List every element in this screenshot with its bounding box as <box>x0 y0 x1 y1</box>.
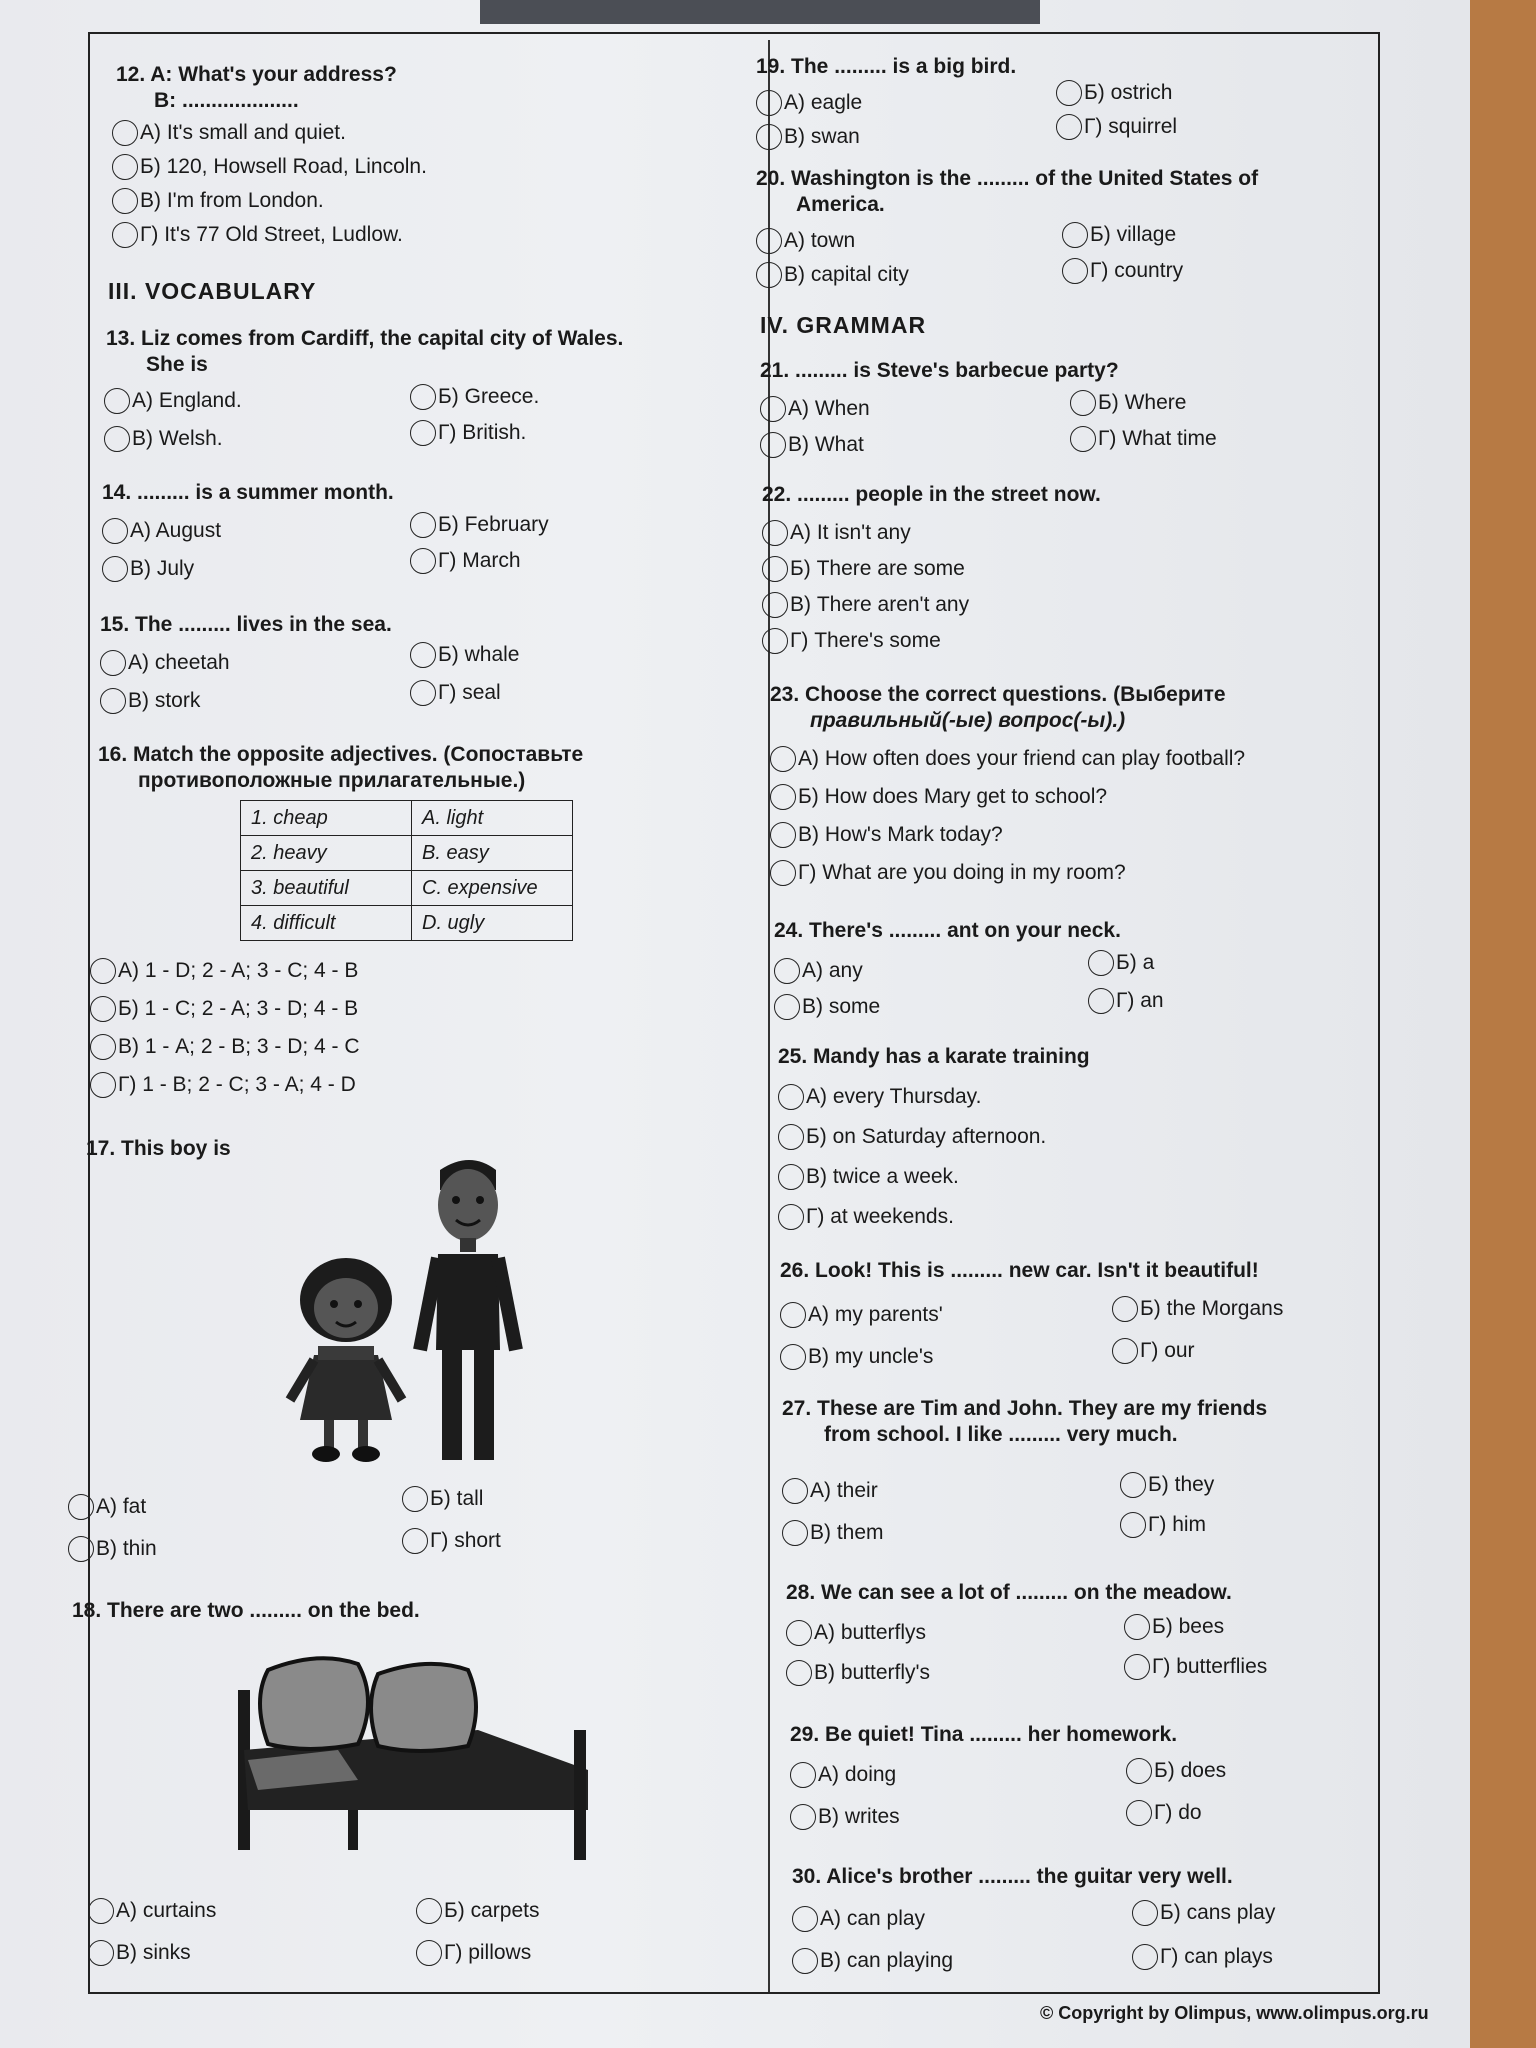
radio-circle[interactable] <box>410 680 436 706</box>
option[interactable] <box>68 1494 146 1520</box>
option[interactable] <box>762 628 941 654</box>
option-label: Б) a <box>1116 951 1155 974</box>
option[interactable] <box>402 1486 483 1512</box>
radio-circle[interactable] <box>792 1906 818 1932</box>
option-label: A) their <box>810 1479 878 1502</box>
radio-circle[interactable] <box>1088 988 1114 1014</box>
question-21: 21. ......... is Steve's barbecue party? <box>760 359 1119 382</box>
radio-circle[interactable] <box>1124 1614 1150 1640</box>
option-label: A) every Thursday. <box>806 1085 982 1108</box>
radio-circle[interactable] <box>1120 1512 1146 1538</box>
question-26: 26. Look! This is ......... new car. Isn't it beautiful! <box>780 1259 1259 1282</box>
option[interactable] <box>778 1084 981 1110</box>
radio-circle[interactable] <box>756 124 782 150</box>
option-label: A) can play <box>820 1907 926 1930</box>
option-label: A) cheetah <box>128 651 230 674</box>
table-cell: 3. beautiful <box>241 871 412 906</box>
option-label: В) There aren't any <box>790 593 970 616</box>
option[interactable] <box>780 1302 943 1328</box>
option-label: A) fat <box>96 1495 147 1518</box>
option-label: Г) short <box>430 1529 501 1552</box>
radio-circle[interactable] <box>762 592 788 618</box>
option-label: Г) can plays <box>1160 1945 1273 1968</box>
radio-circle[interactable] <box>756 228 782 254</box>
radio-circle[interactable] <box>1112 1338 1138 1364</box>
option[interactable] <box>112 120 346 146</box>
radio-circle[interactable] <box>1126 1800 1152 1826</box>
option-label: В) thin <box>96 1537 157 1560</box>
option[interactable] <box>756 90 862 116</box>
question-17: 17. This boy is <box>86 1137 231 1160</box>
question-title: 27. These are Tim and John. They are my friends <box>782 1397 1268 1420</box>
option-label: Б) carpets <box>444 1899 540 1922</box>
option-label: Б) on Saturday afternoon. <box>806 1125 1047 1148</box>
option-label: Б) Where <box>1098 391 1187 414</box>
question-15: 15. The ......... lives in the sea. <box>100 613 392 636</box>
option[interactable] <box>760 432 864 458</box>
option-label: A) August <box>130 519 222 542</box>
option[interactable] <box>410 548 521 574</box>
radio-circle[interactable] <box>112 154 138 180</box>
option[interactable] <box>774 994 880 1020</box>
option-label: A) England. <box>132 389 242 412</box>
option[interactable] <box>774 958 863 984</box>
option-label: A) doing <box>818 1763 897 1786</box>
radio-circle[interactable] <box>410 642 436 668</box>
option-label: Г) an <box>1116 989 1164 1012</box>
option[interactable] <box>762 592 969 618</box>
radio-circle[interactable] <box>782 1478 808 1504</box>
option[interactable] <box>104 388 242 414</box>
option-label: Б) Greece. <box>438 385 540 408</box>
radio-circle[interactable] <box>756 262 782 288</box>
radio-circle[interactable] <box>762 556 788 582</box>
option-label: Г) There's some <box>790 629 941 652</box>
option[interactable] <box>90 958 358 984</box>
radio-circle[interactable] <box>762 520 788 546</box>
option-label: В) can playing <box>820 1949 954 1972</box>
option[interactable] <box>1132 1944 1273 1970</box>
option-label: В) writes <box>818 1805 900 1828</box>
question-title: 23. Choose the correct questions. (Выберите <box>770 683 1226 706</box>
question-13 <box>106 326 623 378</box>
option-label: Г) March <box>438 549 521 572</box>
radio-circle[interactable] <box>402 1528 428 1554</box>
question-16 <box>98 742 583 794</box>
option-label: Б) bees <box>1152 1615 1225 1638</box>
radio-circle[interactable] <box>88 1940 114 1966</box>
option[interactable] <box>786 1660 930 1686</box>
option[interactable] <box>778 1124 1046 1150</box>
table-row <box>241 871 573 906</box>
option[interactable] <box>1088 950 1154 976</box>
radio-circle[interactable] <box>1120 1472 1146 1498</box>
question-20 <box>756 166 1258 218</box>
option[interactable] <box>1062 222 1176 248</box>
radio-circle[interactable] <box>68 1536 94 1562</box>
option-label: В) twice a week. <box>806 1165 959 1188</box>
option[interactable] <box>792 1948 953 1974</box>
option-label: Б) ostrich <box>1084 81 1173 104</box>
question-23 <box>770 682 1226 734</box>
option-label: Г) him <box>1148 1513 1207 1536</box>
question-29: 29. Be quiet! Tina ......... her homework. <box>790 1723 1178 1746</box>
option-label: В) my uncle's <box>808 1345 934 1368</box>
question-sub: from school. I like ......... very much. <box>824 1423 1178 1446</box>
option-label: Г) What are you doing in my room? <box>798 861 1126 884</box>
option[interactable] <box>104 426 223 452</box>
question-sub: America. <box>796 193 885 216</box>
option-label: В) capital city <box>784 263 909 286</box>
radio-circle[interactable] <box>1126 1758 1152 1784</box>
option[interactable] <box>790 1804 900 1830</box>
option[interactable] <box>790 1762 896 1788</box>
section-heading-grammar: IV. GRAMMAR <box>760 312 927 338</box>
radio-circle[interactable] <box>410 512 436 538</box>
option[interactable] <box>760 396 870 422</box>
option-label: A) town <box>784 229 856 252</box>
option[interactable] <box>1070 390 1186 416</box>
option[interactable] <box>90 996 358 1022</box>
option-label: В) 1 - A; 2 - B; 3 - D; 4 - C <box>118 1035 360 1058</box>
option[interactable] <box>780 1344 933 1370</box>
radio-circle[interactable] <box>100 650 126 676</box>
option-label: Г) do <box>1154 1801 1202 1824</box>
question-title: 16. Match the opposite adjectives. (Сопоставьте <box>98 743 584 766</box>
radio-circle[interactable] <box>1070 426 1096 452</box>
radio-circle[interactable] <box>402 1486 428 1512</box>
option-label: A) How often does your friend can play football? <box>798 747 1246 770</box>
option[interactable] <box>112 154 427 180</box>
matching-table <box>240 800 573 941</box>
option-label: Г) butterflies <box>1152 1655 1268 1678</box>
radio-circle[interactable] <box>1124 1654 1150 1680</box>
radio-circle[interactable] <box>102 556 128 582</box>
option-label: A) It isn't any <box>790 521 911 544</box>
radio-circle[interactable] <box>774 994 800 1020</box>
question-19: 19. The ......... is a big bird. <box>756 55 1017 78</box>
radio-circle[interactable] <box>782 1520 808 1546</box>
option-label: В) I'm from London. <box>140 189 324 212</box>
option-label: Г) 1 - B; 2 - C; 3 - A; 4 - D <box>118 1073 356 1096</box>
option[interactable] <box>1056 114 1177 140</box>
option[interactable] <box>1112 1296 1283 1322</box>
option[interactable] <box>1112 1338 1195 1364</box>
radio-circle[interactable] <box>102 518 128 544</box>
option[interactable] <box>762 556 965 582</box>
radio-circle[interactable] <box>68 1494 94 1520</box>
option-label: Б) cans play <box>1160 1901 1276 1924</box>
option-label: A) When <box>788 397 870 420</box>
radio-circle[interactable] <box>104 388 130 414</box>
radio-circle[interactable] <box>1056 80 1082 106</box>
question-12 <box>116 62 397 114</box>
radio-circle[interactable] <box>100 688 126 714</box>
option-label: A) It's small and quiet. <box>140 121 346 144</box>
option-label: Б) tall <box>430 1487 484 1510</box>
radio-circle[interactable] <box>90 996 116 1022</box>
radio-circle[interactable] <box>1062 222 1088 248</box>
option-label: A) butterflys <box>814 1621 927 1644</box>
option-label: Б) whale <box>438 643 520 666</box>
question-sub: правильный(-ые) вопрос(-ы).) <box>810 709 1126 732</box>
option[interactable] <box>410 420 526 446</box>
radio-circle[interactable] <box>112 188 138 214</box>
option[interactable] <box>402 1528 501 1554</box>
option-label: В) How's Mark today? <box>798 823 1003 846</box>
option[interactable] <box>756 124 860 150</box>
option-label: Г) our <box>1140 1339 1195 1362</box>
option-label: Г) pillows <box>444 1941 532 1964</box>
option-label: В) them <box>810 1521 884 1544</box>
radio-circle[interactable] <box>792 1948 818 1974</box>
option-label: A) curtains <box>116 1899 217 1922</box>
radio-circle[interactable] <box>762 628 788 654</box>
option[interactable] <box>90 1072 356 1098</box>
radio-circle[interactable] <box>770 746 796 772</box>
option[interactable] <box>770 784 1107 810</box>
option-label: Б) 120, Howsell Road, Lincoln. <box>140 155 427 178</box>
radio-circle[interactable] <box>90 1072 116 1098</box>
option[interactable] <box>410 642 519 668</box>
radio-circle[interactable] <box>1112 1296 1138 1322</box>
radio-circle[interactable] <box>90 958 116 984</box>
radio-circle[interactable] <box>1070 390 1096 416</box>
top-shadow <box>480 0 1040 24</box>
question-28: 28. We can see a lot of ......... on the meadow. <box>786 1581 1232 1604</box>
option[interactable] <box>410 512 549 538</box>
option[interactable] <box>1062 258 1183 284</box>
question-30: 30. Alice's brother ......... the guitar very well. <box>792 1865 1233 1888</box>
option[interactable] <box>68 1536 157 1562</box>
radio-circle[interactable] <box>778 1204 804 1230</box>
table-cell: 2. heavy <box>241 836 412 871</box>
option-label: В) some <box>802 995 881 1018</box>
radio-circle[interactable] <box>780 1344 806 1370</box>
option[interactable] <box>1124 1654 1267 1680</box>
option[interactable] <box>1070 426 1217 452</box>
option[interactable] <box>100 688 200 714</box>
radio-circle[interactable] <box>410 548 436 574</box>
radio-circle[interactable] <box>760 396 786 422</box>
radio-circle[interactable] <box>1056 114 1082 140</box>
radio-circle[interactable] <box>770 860 796 886</box>
radio-circle[interactable] <box>90 1034 116 1060</box>
radio-circle[interactable] <box>778 1124 804 1150</box>
radio-circle[interactable] <box>786 1620 812 1646</box>
option[interactable] <box>778 1204 954 1230</box>
option-label: Б) does <box>1154 1759 1227 1782</box>
radio-circle[interactable] <box>416 1940 442 1966</box>
option[interactable] <box>112 188 324 214</box>
section-heading-vocabulary: III. VOCABULARY <box>108 278 317 304</box>
girl-figure <box>290 1258 402 1462</box>
option-label: Б) There are some <box>790 557 965 580</box>
option[interactable] <box>756 262 909 288</box>
option[interactable] <box>782 1478 878 1504</box>
option[interactable] <box>778 1164 959 1190</box>
radio-circle[interactable] <box>112 120 138 146</box>
radio-circle[interactable] <box>1132 1944 1158 1970</box>
radio-circle[interactable] <box>756 90 782 116</box>
option-label: Г) British. <box>438 421 527 444</box>
option-label: В) Welsh. <box>132 427 223 450</box>
option[interactable] <box>100 650 230 676</box>
option[interactable] <box>792 1906 925 1932</box>
radio-circle[interactable] <box>1062 258 1088 284</box>
table-row <box>241 906 573 941</box>
copyright-footer: © Copyright by Olimpus, www.olimpus.org.ru <box>1040 2003 1429 2023</box>
radio-circle[interactable] <box>88 1898 114 1924</box>
radio-circle[interactable] <box>790 1804 816 1830</box>
option[interactable] <box>1126 1800 1202 1826</box>
option[interactable] <box>1124 1614 1224 1640</box>
option-label: В) sinks <box>116 1941 191 1964</box>
option[interactable] <box>416 1940 531 1966</box>
option-label: Б) village <box>1090 223 1177 246</box>
question-24: 24. There's ......... ant on your neck. <box>774 919 1121 942</box>
option[interactable] <box>770 746 1245 772</box>
table-cell: 1. cheap <box>241 801 412 836</box>
boy-figure <box>420 1160 516 1460</box>
radio-circle[interactable] <box>770 784 796 810</box>
option-label: Г) It's 77 Old Street, Ludlow. <box>140 223 403 246</box>
option-label: Б) they <box>1148 1473 1215 1496</box>
option[interactable] <box>762 520 911 546</box>
option[interactable] <box>88 1898 216 1924</box>
option[interactable] <box>1056 80 1172 106</box>
table-cell: A. light <box>412 801 573 836</box>
radio-circle[interactable] <box>112 222 138 248</box>
radio-circle[interactable] <box>774 958 800 984</box>
option[interactable] <box>1126 1758 1226 1784</box>
option[interactable] <box>410 680 501 706</box>
option-label: В) July <box>130 557 195 580</box>
option[interactable] <box>782 1520 884 1546</box>
option-label: В) stork <box>128 689 201 712</box>
radio-circle[interactable] <box>780 1302 806 1328</box>
question-sub: противоположные прилагательные.) <box>138 769 526 792</box>
question-title: 13. Liz comes from Cardiff, the capital city of Wales. <box>106 327 624 350</box>
radio-circle[interactable] <box>778 1164 804 1190</box>
question-title: 20. Washington is the ......... of the United States of <box>756 167 1259 190</box>
option[interactable] <box>410 384 539 410</box>
option[interactable] <box>786 1620 926 1646</box>
question-22: 22. ......... people in the street now. <box>762 483 1101 506</box>
option-label: Г) What time <box>1098 427 1217 450</box>
question-sub: B: .................... <box>154 89 299 112</box>
option-label: Г) country <box>1090 259 1184 282</box>
option-label: Б) 1 - C; 2 - A; 3 - D; 4 - B <box>118 997 359 1020</box>
option[interactable] <box>112 222 403 248</box>
option[interactable] <box>756 228 855 254</box>
table-cell: C. expensive <box>412 871 573 906</box>
bed-with-pillows-illustration <box>228 1650 598 1870</box>
radio-circle[interactable] <box>786 1660 812 1686</box>
radio-circle[interactable] <box>104 426 130 452</box>
table-row <box>241 836 573 871</box>
table-row <box>241 801 573 836</box>
question-title: 12. A: What's your address? <box>116 63 397 86</box>
option[interactable] <box>102 518 221 544</box>
question-14: 14. ......... is a summer month. <box>102 481 394 504</box>
option-label: A) any <box>802 959 863 982</box>
option-label: Б) the Morgans <box>1140 1297 1284 1320</box>
option-label: Б) February <box>438 513 549 536</box>
question-27 <box>782 1396 1267 1448</box>
option[interactable] <box>1120 1472 1214 1498</box>
radio-circle[interactable] <box>1088 950 1114 976</box>
radio-circle[interactable] <box>410 420 436 446</box>
option-label: Г) seal <box>438 681 501 704</box>
option[interactable] <box>90 1034 360 1060</box>
radio-circle[interactable] <box>770 822 796 848</box>
radio-circle[interactable] <box>416 1898 442 1924</box>
option-label: A) 1 - D; 2 - A; 3 - C; 4 - B <box>118 959 359 982</box>
table-cell: B. easy <box>412 836 573 871</box>
option[interactable] <box>416 1898 539 1924</box>
option[interactable] <box>770 860 1126 886</box>
option-label: Г) at weekends. <box>806 1205 954 1228</box>
radio-circle[interactable] <box>790 1762 816 1788</box>
question-18: 18. There are two ......... on the bed. <box>72 1599 420 1622</box>
radio-circle[interactable] <box>778 1084 804 1110</box>
option[interactable] <box>1120 1512 1206 1538</box>
option-label: В) butterfly's <box>814 1661 931 1684</box>
table-cell: D. ugly <box>412 906 573 941</box>
option-label: A) my parents' <box>808 1303 943 1326</box>
option[interactable] <box>770 822 1003 848</box>
option-label: В) What <box>788 433 864 456</box>
question-sub: She is <box>146 353 208 376</box>
option-label: В) swan <box>784 125 860 148</box>
table-cell: 4. difficult <box>241 906 412 941</box>
radio-circle[interactable] <box>760 432 786 458</box>
option-label: A) eagle <box>784 91 863 114</box>
option[interactable] <box>1088 988 1164 1014</box>
option[interactable] <box>1132 1900 1275 1926</box>
girl-and-boy-illustration <box>270 1150 530 1470</box>
option-label: Б) How does Mary get to school? <box>798 785 1108 808</box>
question-25: 25. Mandy has a karate training <box>778 1045 1090 1068</box>
option[interactable] <box>88 1940 191 1966</box>
radio-circle[interactable] <box>1132 1900 1158 1926</box>
radio-circle[interactable] <box>410 384 436 410</box>
option[interactable] <box>102 556 194 582</box>
option-label: Г) squirrel <box>1084 115 1178 138</box>
